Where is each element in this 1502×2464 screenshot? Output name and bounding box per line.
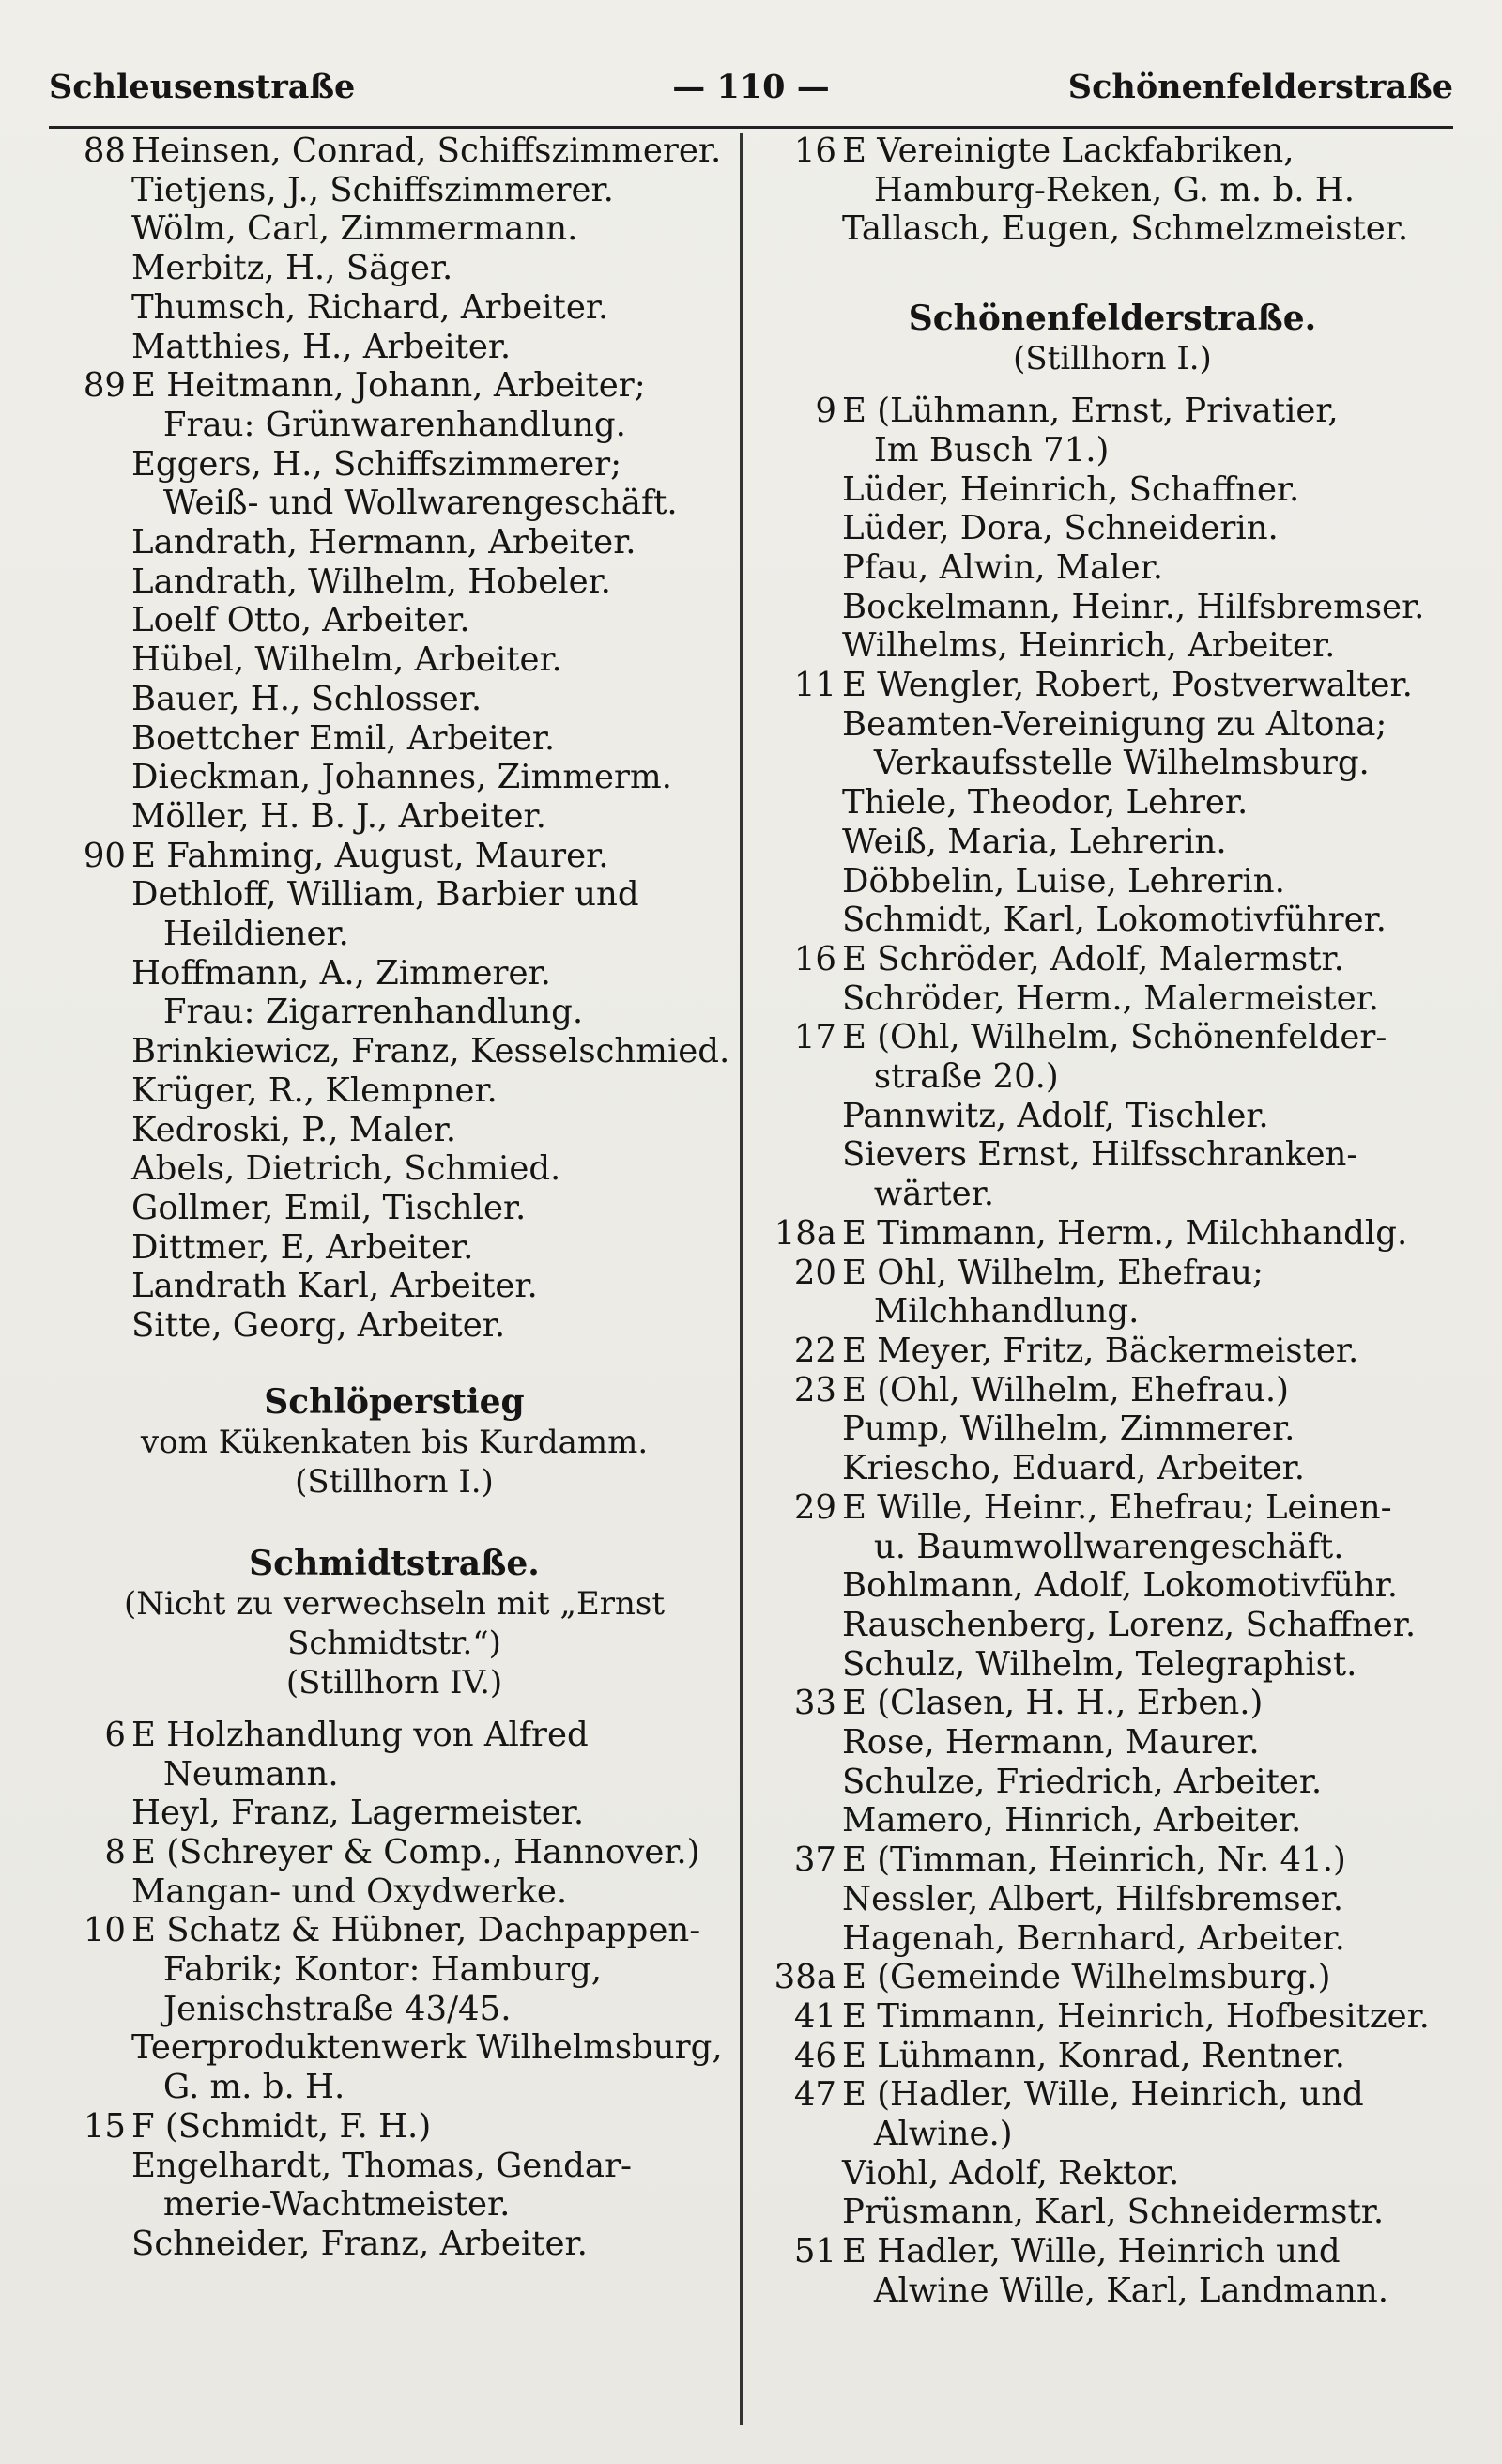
resident-line: E (Hadler, Wille, Heinrich, und bbox=[842, 2075, 1364, 2115]
resident-line: Frau: Grünwarenhandlung. bbox=[131, 405, 626, 444]
resident-line: Beamten-Vereinigung zu Altona; bbox=[842, 704, 1387, 744]
section-title-schoenenfelderstrasse: Schönenfelderstraße. bbox=[908, 299, 1317, 339]
resident-line: Bohlmann, Adolf, Lokomotivführ. bbox=[842, 1566, 1399, 1606]
header-right-street: Schönenfelderstraße bbox=[1067, 68, 1453, 106]
resident-line: Weiß- und Wollwarengeschäft. bbox=[131, 484, 678, 523]
house-entry bbox=[756, 1332, 1469, 1371]
resident-line: Thiele, Theodor, Lehrer. bbox=[842, 783, 1249, 823]
resident-line: Brinkiewicz, Franz, Kesselschmied. bbox=[131, 1032, 730, 1071]
resident-line: Rauschenberg, Lorenz, Schaffner. bbox=[842, 1605, 1417, 1644]
resident-line: F (Schmidt, F. H.) bbox=[131, 2106, 432, 2146]
resident-line: Hoffmann, A., Zimmerer. bbox=[131, 953, 551, 993]
house-number: 46 bbox=[793, 2036, 836, 2075]
resident-line: Teerproduktenwerk Wilhelmsburg, bbox=[131, 2028, 723, 2068]
section-subtitle-schloeperstieg: vom Kükenkaten bis Kurdamm. bbox=[140, 1423, 649, 1461]
house-number: 16 bbox=[793, 939, 836, 978]
resident-line: G. m. b. H. bbox=[131, 2068, 345, 2107]
resident-line: Wölm, Carl, Zimmermann. bbox=[131, 209, 578, 249]
resident-line: Schneider, Franz, Arbeiter. bbox=[131, 2224, 588, 2263]
house-number: 51 bbox=[793, 2232, 836, 2272]
resident-line: Dittmer, E, Arbeiter. bbox=[131, 1227, 474, 1267]
resident-line: Heildiener. bbox=[131, 915, 349, 954]
resident-line: Frau: Zigarrenhandlung. bbox=[131, 993, 584, 1032]
right-column bbox=[756, 131, 1469, 2311]
resident-line: Dieckman, Johannes, Zimmerm. bbox=[131, 758, 672, 797]
house-entry bbox=[56, 1911, 732, 2107]
resident-line: Bockelmann, Heinr., Hilfsbremser. bbox=[842, 587, 1425, 626]
section-title-schloeperstieg: Schlöperstieg bbox=[264, 1381, 525, 1422]
resident-line: merie-Wachtmeister. bbox=[131, 2185, 511, 2225]
resident-line: Mamero, Hinrich, Arbeiter. bbox=[842, 1801, 1302, 1840]
resident-line: Jenischstraße 43/45. bbox=[131, 1989, 512, 2028]
resident-line: Sitte, Georg, Arbeiter. bbox=[131, 1306, 506, 1346]
resident-line: Engelhardt, Thomas, Gendar- bbox=[131, 2146, 633, 2185]
resident-line: E Schatz & Hübner, Dachpappen- bbox=[131, 1911, 701, 1950]
resident-line: E (Clasen, H. H., Erben.) bbox=[842, 1684, 1264, 1723]
house-number: 47 bbox=[793, 2075, 836, 2115]
resident-line: E (Ohl, Wilhelm, Ehefrau.) bbox=[842, 1370, 1290, 1409]
resident-line: E Timmann, Herm., Milchhandlg. bbox=[842, 1213, 1408, 1253]
left-column bbox=[56, 131, 732, 2264]
page-number: — 110 — bbox=[672, 68, 830, 106]
resident-line: E Wille, Heinr., Ehefrau; Leinen- bbox=[842, 1487, 1392, 1527]
resident-line: Schulze, Friedrich, Arbeiter. bbox=[842, 1762, 1323, 1801]
column-divider bbox=[740, 133, 743, 2425]
resident-line: Lüder, Heinrich, Schaffner. bbox=[842, 470, 1300, 509]
resident-line: E Vereinigte Lackfabriken, bbox=[842, 131, 1295, 170]
resident-line: Kedroski, P., Maler. bbox=[131, 1110, 457, 1149]
house-number: 6 bbox=[104, 1715, 126, 1754]
resident-line: E Meyer, Fritz, Bäckermeister. bbox=[842, 1331, 1359, 1370]
resident-line: E Timmann, Heinrich, Hofbesitzer. bbox=[842, 1996, 1430, 2036]
house-entry bbox=[756, 1997, 1469, 2037]
resident-line: Loelf Otto, Arbeiter. bbox=[131, 601, 470, 640]
resident-line: Döbbelin, Luise, Lehrerin. bbox=[842, 861, 1285, 901]
resident-line: Heyl, Franz, Lagermeister. bbox=[131, 1794, 585, 1833]
section-district-schloeperstieg: (Stillhorn I.) bbox=[295, 1462, 494, 1501]
section-district-schmidtstrasse: (Stillhorn IV.) bbox=[285, 1663, 503, 1702]
resident-line: Schröder, Herm., Malermeister. bbox=[842, 978, 1379, 1018]
resident-line: Landrath Karl, Arbeiter. bbox=[131, 1267, 538, 1306]
resident-line: Abels, Dietrich, Schmied. bbox=[131, 1149, 561, 1189]
house-number: 18a bbox=[774, 1213, 836, 1253]
house-entry bbox=[756, 392, 1469, 666]
house-entry bbox=[756, 1254, 1469, 1332]
resident-line: Thumsch, Richard, Arbeiter. bbox=[131, 287, 609, 327]
house-number: 33 bbox=[793, 1684, 836, 1723]
resident-line: Krieschо, Eduard, Arbeiter. bbox=[842, 1449, 1306, 1488]
house-number: 23 bbox=[793, 1370, 836, 1409]
section-title-schmidtstrasse: Schmidtstraße. bbox=[249, 1543, 540, 1583]
resident-line: wärter. bbox=[842, 1175, 995, 1214]
house-number: 10 bbox=[83, 1911, 126, 1950]
resident-line: Lüder, Dora, Schneiderin. bbox=[842, 509, 1279, 548]
resident-line: Milchhandlung. bbox=[842, 1292, 1140, 1332]
resident-line: Im Busch 71.) bbox=[842, 430, 1110, 470]
resident-line: E Wengler, Robert, Postverwalter. bbox=[842, 666, 1413, 705]
house-entry bbox=[56, 1833, 732, 1911]
house-number: 20 bbox=[793, 1253, 836, 1292]
house-entry bbox=[56, 837, 732, 1346]
house-entry bbox=[756, 1840, 1469, 1958]
section-district-schoenenfelderstrasse: (Stillhorn I.) bbox=[1013, 340, 1212, 378]
house-entry bbox=[56, 366, 732, 836]
resident-line: Merbitz, H., Säger. bbox=[131, 249, 453, 288]
resident-line: E (Lühmann, Ernst, Privatier, bbox=[842, 392, 1339, 431]
resident-line: Mangan- und Oxydwerke. bbox=[131, 1871, 568, 1911]
house-entry bbox=[756, 1488, 1469, 1685]
resident-line: E Schröder, Adolf, Malermstr. bbox=[842, 939, 1344, 978]
resident-line: Landrath, Hermann, Arbeiter. bbox=[131, 523, 636, 562]
resident-line: E (Ohl, Wilhelm, Schönenfelder- bbox=[842, 1018, 1387, 1057]
header-rule bbox=[49, 126, 1453, 129]
house-number: 16 bbox=[793, 131, 836, 170]
resident-line: Tietjens, J., Schiffszimmerer. bbox=[131, 170, 614, 209]
left-entries-a bbox=[56, 131, 732, 1346]
house-number: 11 bbox=[793, 666, 836, 705]
resident-line: Neumann. bbox=[131, 1754, 339, 1794]
resident-line: E Hadler, Wille, Heinrich und bbox=[842, 2232, 1341, 2272]
house-number: 8 bbox=[104, 1832, 126, 1871]
resident-line: Heinsen, Conrad, Schiffszimmerer. bbox=[131, 131, 722, 170]
house-number: 88 bbox=[83, 131, 126, 170]
resident-line: Tallasch, Eugen, Schmelzmeister. bbox=[842, 209, 1409, 249]
resident-line: E Heitmann, Johann, Arbeiter; bbox=[131, 366, 646, 406]
house-entry bbox=[756, 1018, 1469, 1214]
resident-line: Möller, H. B. J., Arbeiter. bbox=[131, 796, 546, 836]
house-entry bbox=[756, 1214, 1469, 1254]
resident-line: Boettcher Emil, Arbeiter. bbox=[131, 718, 556, 758]
house-number: 22 bbox=[793, 1331, 836, 1370]
house-entry bbox=[56, 131, 732, 366]
house-number: 41 bbox=[793, 1996, 836, 2036]
house-number: 89 bbox=[83, 366, 126, 406]
house-number: 29 bbox=[793, 1487, 836, 1527]
resident-line: Weiß, Maria, Lehrerin. bbox=[842, 822, 1227, 861]
resident-line: Hübel, Wilhelm, Arbeiter. bbox=[131, 640, 562, 680]
resident-line: E Lühmann, Konrad, Rentner. bbox=[842, 2036, 1345, 2075]
resident-line: E Fahming, August, Maurer. bbox=[131, 836, 609, 875]
house-entry bbox=[756, 2232, 1469, 2310]
house-number: 9 bbox=[815, 392, 836, 431]
house-entry bbox=[756, 131, 1469, 249]
resident-line: Pfau, Alwin, Maler. bbox=[842, 547, 1164, 587]
resident-line: Viohl, Adolf, Rektor. bbox=[842, 2153, 1180, 2193]
resident-line: Eggers, H., Schiffszimmerer; bbox=[131, 444, 622, 484]
right-entries-b bbox=[756, 392, 1469, 2310]
resident-line: straße 20.) bbox=[842, 1057, 1059, 1097]
house-number: 90 bbox=[83, 836, 126, 875]
resident-line: Pannwitz, Adolf, Tischler. bbox=[842, 1096, 1269, 1135]
resident-line: Hamburg-Reken, G. m. b. H. bbox=[842, 170, 1356, 209]
resident-line: Matthies, H., Arbeiter. bbox=[131, 327, 512, 366]
resident-line: E (Schreyer & Comp., Hannover.) bbox=[131, 1832, 700, 1871]
resident-line: Verkaufsstelle Wilhelmsburg. bbox=[842, 744, 1370, 783]
resident-line: E Holzhandlung von Alfred bbox=[131, 1715, 589, 1754]
resident-line: Fabrik; Kontor: Hamburg, bbox=[131, 1950, 603, 1990]
house-entry bbox=[756, 1958, 1469, 1997]
house-entry bbox=[756, 2075, 1469, 2232]
resident-line: E Ohl, Wilhelm, Ehefrau; bbox=[842, 1253, 1264, 1292]
resident-line: Dethloff, William, Barbier und bbox=[131, 875, 639, 915]
house-entry bbox=[756, 666, 1469, 940]
resident-line: Schulz, Wilhelm, Telegraphist. bbox=[842, 1644, 1357, 1684]
house-number: 15 bbox=[83, 2106, 126, 2146]
house-number: 17 bbox=[793, 1018, 836, 1057]
right-entries-a bbox=[756, 131, 1469, 249]
house-entry bbox=[756, 940, 1469, 1018]
page-header bbox=[49, 68, 1453, 116]
house-entry bbox=[56, 2107, 732, 2264]
resident-line: Schmidt, Karl, Lokomotivführer. bbox=[842, 901, 1387, 940]
resident-line: u. Baumwollwarengeschäft. bbox=[842, 1527, 1344, 1566]
house-entry bbox=[56, 1716, 732, 1833]
resident-line: E (Timman, Heinrich, Nr. 41.) bbox=[842, 1840, 1346, 1880]
left-entries-b bbox=[56, 1716, 732, 2264]
house-entry bbox=[756, 1684, 1469, 1840]
resident-line: Nessler, Albert, Hilfsbremser. bbox=[842, 1879, 1344, 1918]
house-number: 37 bbox=[793, 1840, 836, 1880]
resident-line: Sievers Ernst, Hilfsschranken- bbox=[842, 1135, 1358, 1175]
resident-line: Bauer, H., Schlosser. bbox=[131, 679, 483, 718]
house-number: 38a bbox=[774, 1958, 836, 1997]
resident-line: E (Gemeinde Wilhelmsburg.) bbox=[842, 1958, 1331, 1997]
section-note-schmidtstrasse: (Nicht zu verwechseln mit „Ernst Schmidtstr.“) bbox=[123, 1584, 666, 1662]
resident-line: Alwine.) bbox=[842, 2115, 1013, 2154]
house-entry bbox=[756, 1371, 1469, 1488]
resident-line: Gollmer, Emil, Tischler. bbox=[131, 1188, 527, 1227]
resident-line: Hagenah, Bernhard, Arbeiter. bbox=[842, 1918, 1345, 1958]
resident-line: Prüsmann, Karl, Schneidermstr. bbox=[842, 2193, 1385, 2232]
resident-line: Wilhelms, Heinrich, Arbeiter. bbox=[842, 626, 1336, 666]
header-left-street: Schleusenstraße bbox=[49, 68, 356, 106]
resident-line: Alwine Wille, Karl, Landmann. bbox=[842, 2271, 1388, 2310]
house-entry bbox=[756, 2037, 1469, 2076]
resident-line: Rose, Hermann, Maurer. bbox=[842, 1723, 1260, 1763]
resident-line: Landrath, Wilhelm, Hobeler. bbox=[131, 562, 611, 601]
resident-line: Pump, Wilhelm, Zimmerer. bbox=[842, 1409, 1295, 1449]
resident-line: Krüger, R., Klempner. bbox=[131, 1070, 498, 1110]
